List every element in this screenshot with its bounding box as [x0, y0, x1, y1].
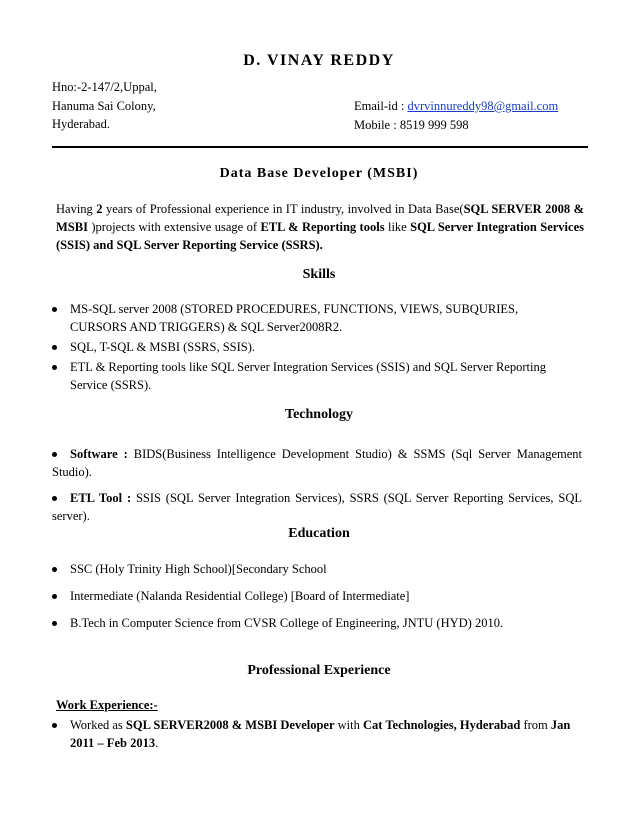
experience-seg: with	[334, 718, 364, 732]
list-item	[52, 445, 582, 481]
email-link[interactable]: dvrvinnureddy98@gmail.com	[407, 99, 559, 113]
bullet-icon	[52, 594, 57, 599]
skills-list	[52, 300, 572, 396]
list-item	[52, 338, 572, 356]
tech-label: ETL Tool :	[70, 491, 132, 505]
mobile-label: Mobile :	[354, 117, 400, 132]
skills-heading: Skills	[302, 267, 336, 282]
bullet-icon	[52, 307, 57, 312]
summary-seg: )projects with extensive usage of	[87, 220, 261, 234]
list-item	[52, 300, 572, 336]
header-divider	[52, 146, 588, 148]
profile-summary	[56, 200, 584, 254]
technology-heading: Technology	[285, 407, 353, 422]
list-item	[52, 358, 572, 394]
experience-list	[52, 716, 582, 752]
experience-seg: Cat Technologies, Hyderabad	[363, 718, 521, 732]
experience-seg: Jan 2011 – Feb 2013	[70, 718, 571, 750]
summary-seg: SQL Server Integration Services (SSIS) and SQL Server Reporting Service (SSRS).	[56, 220, 584, 252]
list-item	[52, 614, 572, 632]
bullet-icon	[52, 345, 57, 350]
education-heading: Education	[288, 526, 350, 541]
candidate-name: D. VINAY REDDY	[243, 52, 395, 69]
summary-seg: ETL & Reporting tools	[260, 220, 385, 234]
experience-seg: SQL SERVER2008 & MSBI Developer	[125, 718, 335, 732]
work-experience-label: Work Experience:-	[56, 698, 158, 712]
list-item	[52, 716, 582, 752]
address-line-2: Hanuma Sai Colony,	[52, 98, 156, 113]
summary-seg: SQL SERVER 2008 & MSBI	[56, 202, 584, 234]
mobile-number: 8519 999 598	[399, 117, 469, 132]
skill-text: SQL, T-SQL & MSBI (SSRS, SSIS).	[70, 340, 256, 354]
tech-label: Software :	[70, 447, 128, 461]
list-item	[52, 587, 572, 605]
experience-heading: Professional Experience	[247, 663, 391, 678]
summary-seg: like	[384, 220, 411, 234]
summary-seg: years of Professional experience in IT industry, involved in Data Base(	[102, 202, 464, 216]
bullet-icon	[52, 567, 57, 572]
bullet-icon	[52, 621, 57, 626]
email-label: Email-id :	[354, 99, 408, 113]
list-item	[52, 489, 582, 525]
contact-block	[354, 97, 558, 134]
address-block	[52, 78, 157, 134]
bullet-icon	[52, 496, 57, 501]
technology-list	[52, 445, 582, 533]
role-title: Data Base Developer (MSBI)	[219, 166, 419, 181]
experience-seg: Worked as	[70, 718, 126, 732]
bullet-icon	[52, 452, 57, 457]
skill-text: MS-SQL server 2008 (STORED PROCEDURES, FUNCTIONS, VIEWS, SUBQURIES, CURSORS AND TRIGGERS) & SQL Server2008R2.	[70, 302, 519, 334]
bullet-icon	[52, 365, 57, 370]
skill-text: ETL & Reporting tools like SQL Server Integration Services (SSIS) and SQL Server Reporting Service (SSRS).	[70, 360, 546, 392]
bullet-icon	[52, 723, 57, 728]
email-row	[354, 97, 558, 116]
education-text: Intermediate (Nalanda Residential College) [Board of Intermediate]	[70, 589, 410, 603]
education-list	[52, 560, 572, 641]
summary-seg: Having	[56, 202, 97, 216]
tech-text: BIDS(Business Intelligence Development Studio) & SSMS (Sql Server Management Studio).	[52, 447, 582, 479]
mobile-row	[354, 116, 558, 135]
education-text: SSC (Holy Trinity High School)[Secondary School	[70, 562, 327, 576]
summary-seg: 2	[96, 202, 103, 216]
list-item	[52, 560, 572, 578]
experience-seg: .	[155, 736, 159, 750]
address-line-3: Hyderabad.	[52, 117, 110, 131]
address-line-1: Hno:-2-147/2,Uppal,	[52, 80, 157, 94]
experience-seg: from	[520, 718, 551, 732]
education-text: B.Tech in Computer Science from CVSR College of Engineering, JNTU (HYD) 2010.	[70, 616, 504, 630]
tech-text: SSIS (SQL Server Integration Services), SSRS (SQL Server Reporting Services, SQL server).	[52, 491, 582, 523]
